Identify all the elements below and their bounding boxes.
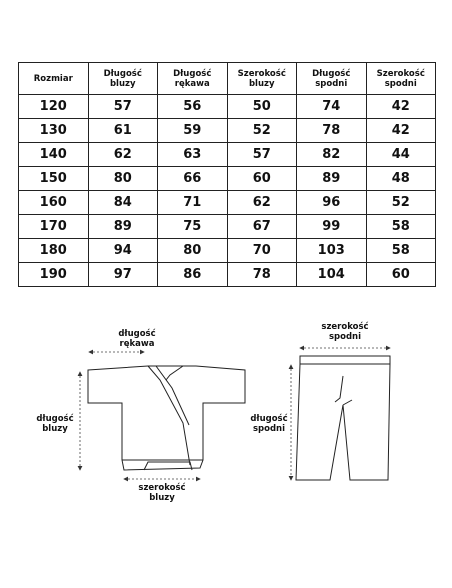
cell-jacket-width: 78 (227, 263, 297, 287)
pants-width-label: szerokość spodni (321, 322, 369, 342)
cell-size: 180 (19, 239, 89, 263)
cell-size: 130 (19, 119, 89, 143)
cell-size: 190 (19, 263, 89, 287)
sleeve-length-label: długość rękawa (118, 329, 156, 349)
header-dlugosc-bluzy: Długość bluzy (88, 63, 158, 95)
size-table (18, 62, 436, 287)
cell-jacket-width: 57 (227, 143, 297, 167)
cell-pants-width: 58 (366, 239, 436, 263)
cell-jacket-width: 70 (227, 239, 297, 263)
measurement-diagram (0, 310, 452, 584)
cell-size: 160 (19, 191, 89, 215)
jacket-width-label: szerokość bluzy (138, 483, 186, 503)
cell-jacket-width: 52 (227, 119, 297, 143)
cell-pants-length: 82 (297, 143, 367, 167)
header-dlugosc-spodni: Długość spodni (297, 63, 367, 95)
cell-pants-width: 60 (366, 263, 436, 287)
cell-sleeve-length: 59 (158, 119, 228, 143)
header-dlugosc-rekawa: Długość rękawa (158, 63, 228, 95)
pants-length-label: długość spodni (250, 414, 288, 434)
cell-pants-width: 42 (366, 95, 436, 119)
jacket-length-label: długość bluzy (36, 414, 74, 434)
table-row (19, 95, 436, 119)
cell-pants-width: 58 (366, 215, 436, 239)
cell-sleeve-length: 56 (158, 95, 228, 119)
cell-jacket-length: 84 (88, 191, 158, 215)
cell-pants-length: 74 (297, 95, 367, 119)
header-szerokosc-spodni: Szerokość spodni (366, 63, 436, 95)
cell-pants-width: 52 (366, 191, 436, 215)
cell-pants-width: 48 (366, 167, 436, 191)
cell-pants-length: 104 (297, 263, 367, 287)
cell-pants-width: 44 (366, 143, 436, 167)
cell-pants-length: 103 (297, 239, 367, 263)
cell-sleeve-length: 71 (158, 191, 228, 215)
size-table-container (18, 62, 436, 287)
table-row (19, 119, 436, 143)
table-row (19, 215, 436, 239)
cell-size: 170 (19, 215, 89, 239)
cell-sleeve-length: 66 (158, 167, 228, 191)
cell-size: 140 (19, 143, 89, 167)
jacket-icon (88, 366, 245, 470)
cell-jacket-length: 94 (88, 239, 158, 263)
cell-jacket-width: 50 (227, 95, 297, 119)
table-row (19, 167, 436, 191)
table-header-row (19, 63, 436, 95)
cell-jacket-width: 67 (227, 215, 297, 239)
cell-size: 150 (19, 167, 89, 191)
cell-pants-length: 78 (297, 119, 367, 143)
table-row (19, 143, 436, 167)
cell-jacket-length: 61 (88, 119, 158, 143)
cell-sleeve-length: 75 (158, 215, 228, 239)
cell-pants-length: 96 (297, 191, 367, 215)
header-szerokosc-bluzy: Szerokość bluzy (227, 63, 297, 95)
pants-icon (296, 356, 390, 480)
cell-sleeve-length: 80 (158, 239, 228, 263)
cell-sleeve-length: 86 (158, 263, 228, 287)
cell-jacket-width: 62 (227, 191, 297, 215)
cell-jacket-length: 57 (88, 95, 158, 119)
cell-jacket-length: 97 (88, 263, 158, 287)
cell-pants-length: 89 (297, 167, 367, 191)
cell-jacket-length: 80 (88, 167, 158, 191)
cell-sleeve-length: 63 (158, 143, 228, 167)
table-row (19, 263, 436, 287)
cell-pants-length: 99 (297, 215, 367, 239)
cell-pants-width: 42 (366, 119, 436, 143)
table-row (19, 239, 436, 263)
cell-jacket-length: 62 (88, 143, 158, 167)
cell-jacket-length: 89 (88, 215, 158, 239)
cell-jacket-width: 60 (227, 167, 297, 191)
cell-size: 120 (19, 95, 89, 119)
table-row (19, 191, 436, 215)
header-rozmiar: Rozmiar (19, 63, 89, 95)
garment-drawing (0, 310, 452, 584)
